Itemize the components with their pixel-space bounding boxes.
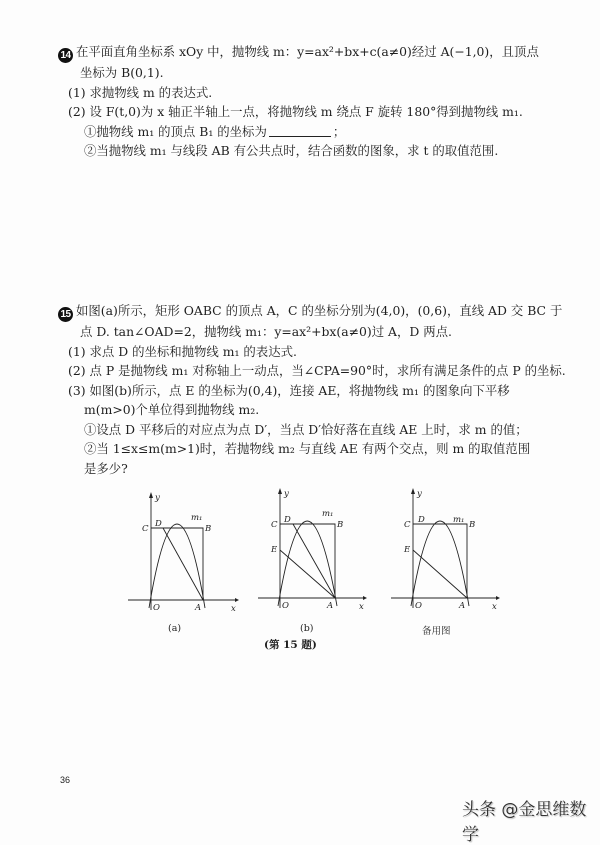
figure-a-caption: (a) [168, 623, 182, 634]
backup-figure-diagram [388, 486, 503, 611]
figure-b-diagram [255, 486, 370, 611]
figure-b [255, 486, 370, 611]
svg-text:A: A [459, 601, 466, 611]
question-2-2: ②当抛物线 m₁ 与线段 AB 有公共点时，结合函数的图象，求 t 的取值范围. [84, 143, 499, 158]
question-3: (3) 如图(b)所示，点 E 的坐标为(0,4)，连接 AE，将抛物线 m₁ 的图象向下平移 [68, 382, 510, 398]
question-3-1: ①设点 D 平移后的对应点为点 D′，当点 D′恰好落在直线 AE 上时，求 m 的值； [84, 421, 528, 437]
svg-text:m₁: m₁ [322, 509, 334, 519]
answer-blank [269, 124, 331, 137]
question-2: (2) 设 F(t,0)为 x 轴正半轴上一点，将抛物线 m 绕点 F 旋转 180°得到抛物线 m₁. [68, 104, 523, 119]
figure-a-diagram [125, 490, 240, 615]
question-2-1: ①抛物线 m₁ 的顶点 B₁ 的坐标为 ； [84, 123, 346, 139]
problem-stem: 在平面直角坐标系 xOy 中，抛物线 m：y=ax²+bx+c(a≠0)经过 A(−1,0)，且顶点 [76, 44, 539, 59]
svg-text:E: E [404, 545, 411, 555]
svg-text:O: O [415, 601, 422, 611]
question-1: (1) 求抛物线 m 的表达式. [68, 84, 213, 100]
svg-text:C: C [271, 520, 278, 530]
svg-text:C: C [404, 520, 411, 530]
problem-stem-continued: 坐标为 B(0,1). [80, 65, 164, 80]
problem-14 [58, 42, 578, 161]
svg-text:A: A [327, 601, 334, 611]
page-number: 36 [60, 775, 71, 785]
backup-figure [388, 486, 503, 611]
problem-stem: 如图(a)所示，矩形 OABC 的顶点 A，C 的坐标分别为(4,0)，(0,6)，直线 AD 交 BC 于 [76, 303, 563, 318]
question-3-2-continued: 是多少? [84, 460, 128, 476]
question-2: (2) 点 P 是抛物线 m₁ 对称轴上一动点，当∠CPA=90°时，求所有满足条件的点 P 的坐标. [68, 363, 566, 378]
watermark: 头条 @金思维数学 [462, 800, 587, 845]
svg-text:B: B [205, 524, 212, 534]
figure-b-caption: (b) [300, 623, 314, 634]
svg-text:D: D [284, 515, 291, 525]
question-3-2: ②当 1≤x≤m(m>1)时，若抛物线 m₂ 与直线 AE 有两个交点，则 m 的取值范围 [84, 441, 531, 456]
svg-text:E: E [271, 545, 278, 555]
backup-figure-caption: 备用图 [422, 626, 451, 637]
svg-text:x: x [492, 602, 497, 611]
svg-text:m₁: m₁ [453, 515, 465, 525]
svg-text:y: y [155, 493, 160, 503]
svg-text:m₁: m₁ [191, 513, 203, 523]
svg-text:B: B [469, 520, 476, 530]
svg-text:x: x [231, 604, 236, 614]
svg-text:A: A [195, 603, 202, 613]
svg-text:O: O [153, 603, 160, 613]
svg-text:y: y [284, 489, 289, 499]
figure-title: (第 15 题) [264, 639, 317, 651]
question-3-continued: m(m>0)个单位得到抛物线 m₂. [84, 402, 260, 417]
problem-number-badge: 14 [58, 48, 73, 63]
problem-15 [58, 301, 578, 478]
svg-text:O: O [282, 601, 289, 611]
svg-text:C: C [142, 524, 149, 534]
problem-stem-continued: 点 D. tan∠OAD=2，抛物线 m₁：y=ax²+bx(a≠0)过 A，D 两点. [80, 324, 452, 339]
question-1: (1) 求点 D 的坐标和抛物线 m₁ 的表达式. [68, 343, 297, 359]
svg-text:D: D [418, 515, 425, 525]
svg-text:B: B [337, 520, 344, 530]
problem-number-badge: 15 [58, 307, 73, 322]
figure-a [125, 490, 240, 615]
svg-text:D: D [155, 519, 162, 529]
svg-text:x: x [359, 602, 364, 611]
svg-text:y: y [417, 489, 422, 499]
